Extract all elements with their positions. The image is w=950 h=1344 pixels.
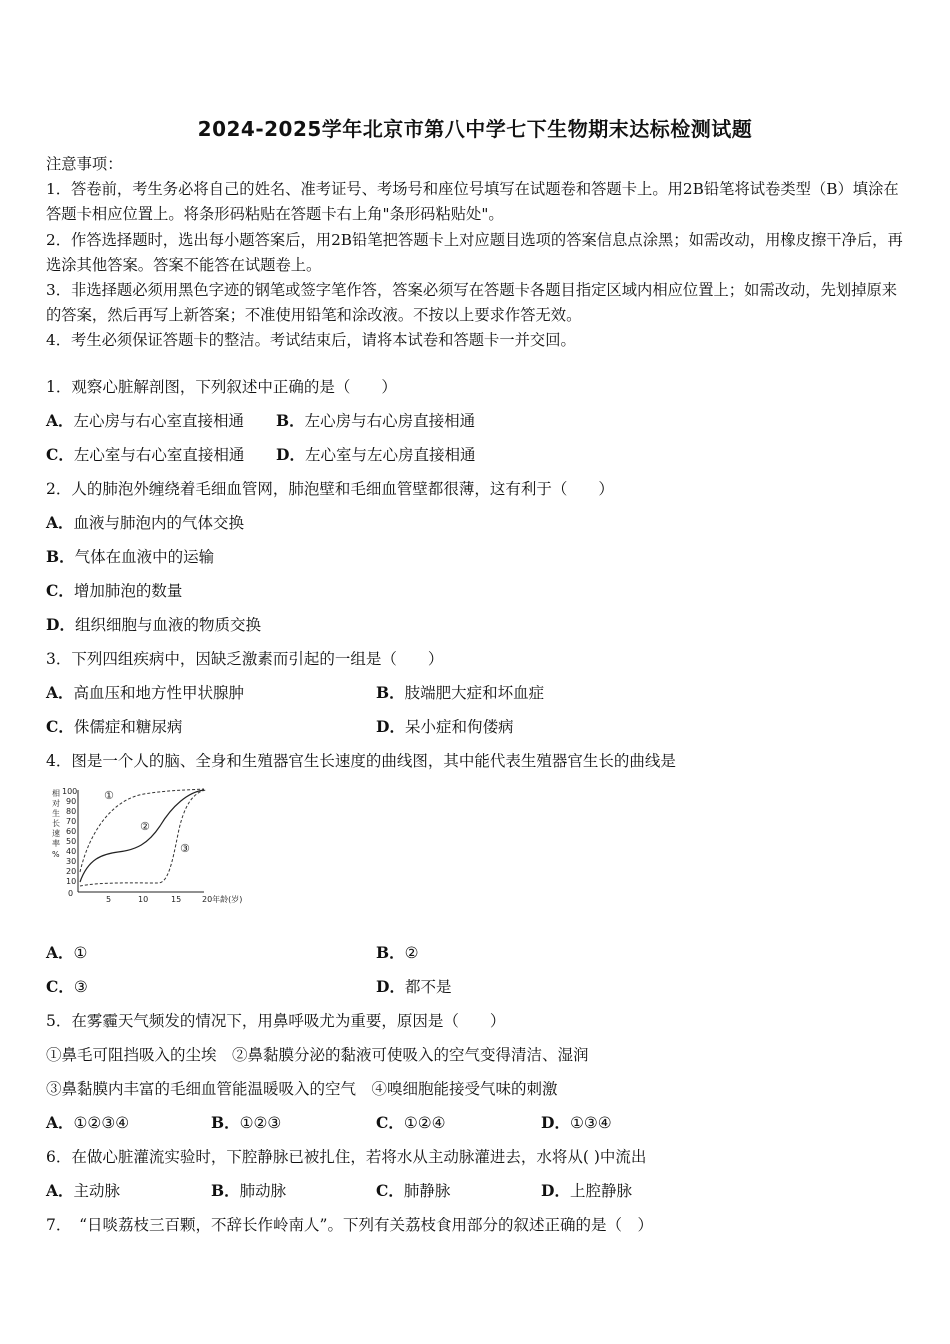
option-label: C．: [376, 1181, 404, 1200]
option-label: A．: [46, 1113, 74, 1132]
option-text: 高血压和地方性甲状腺肿: [73, 684, 245, 702]
option-label: C．: [46, 717, 74, 736]
option-text: 都不是: [404, 978, 452, 996]
option-label: D．: [376, 977, 405, 996]
curve-2-label: ②: [140, 820, 150, 833]
question-6-stem: 6．在做心脏灌流实验时，下腔静脉已被扎住，若将水从主动脉灌进去，水将从( )中流出: [46, 1148, 647, 1166]
question-3-stem: 3．下列四组疾病中，因缺乏激素而引起的一组是（ ）: [46, 650, 444, 668]
question-5-option-c[interactable]: [376, 1111, 446, 1133]
question-3-option-a[interactable]: [46, 681, 244, 703]
question-2-option-c[interactable]: [46, 579, 182, 601]
y-axis-label-char: 率: [52, 839, 60, 848]
option-text: 血液与肺泡内的气体交换: [73, 514, 245, 532]
notice-item-4: 4．考生必须保证答题卡的整洁。考试结束后，请将本试卷和答题卡一并交回。: [46, 331, 576, 350]
question-4-option-a[interactable]: [46, 941, 87, 963]
y-tick-label: 30: [66, 857, 77, 866]
option-text: ①②③: [239, 1114, 282, 1132]
option-label: A．: [46, 943, 74, 962]
option-label: A．: [46, 683, 74, 702]
question-6-option-b[interactable]: [211, 1179, 286, 1201]
y-tick-label: 50: [66, 837, 77, 846]
notice-section: [46, 152, 908, 354]
y-axis-label-char: 相: [52, 789, 60, 798]
option-label: B．: [211, 1181, 240, 1200]
question-6-option-c[interactable]: [376, 1179, 450, 1201]
y-axis-label-char: 速: [52, 829, 60, 838]
option-text: 组织细胞与血液的物质交换: [74, 616, 261, 634]
question-4-option-c[interactable]: [46, 975, 88, 997]
question-5-option-a[interactable]: [46, 1111, 129, 1133]
notice-heading: 注意事项：: [46, 155, 123, 173]
growth-curve-graph: [44, 784, 264, 909]
option-text: 肺静脉: [403, 1182, 451, 1200]
question-2-option-d[interactable]: [46, 613, 261, 635]
question-3-option-d[interactable]: [376, 715, 513, 737]
curve-1-label: ①: [104, 789, 114, 802]
question-6-option-a[interactable]: [46, 1179, 120, 1201]
option-label: C．: [376, 1113, 404, 1132]
x-tick-label: 15: [171, 895, 182, 904]
option-text: ①: [73, 944, 88, 962]
option-text: ①②④: [403, 1114, 446, 1132]
x-tick-label: 10: [138, 895, 149, 904]
option-label: B．: [376, 683, 405, 702]
option-text: 呆小症和佝偻病: [404, 718, 514, 736]
y-tick-label: 80: [66, 807, 77, 816]
question-3-option-b[interactable]: [376, 681, 544, 703]
option-text: 上腔静脉: [569, 1182, 632, 1200]
y-tick-label: 40: [66, 847, 77, 856]
option-text: ②: [404, 944, 419, 962]
question-5-statements-2: ③鼻黏膜内丰富的毛细血管能温暖吸入的空气 ④嗅细胞能接受气味的刺激: [46, 1080, 558, 1098]
option-text: ①③④: [569, 1114, 612, 1132]
option-label: D．: [46, 615, 75, 634]
option-text: 气体在血液中的运输: [74, 548, 215, 566]
y-axis-label-char: %: [52, 850, 60, 859]
option-label: B．: [211, 1113, 240, 1132]
option-text: 侏儒症和糖尿病: [73, 718, 183, 736]
y-axis-label-char: 长: [52, 819, 60, 828]
page-title: 2024-2025学年北京市第八中学七下生物期末达标检测试题: [197, 117, 753, 141]
curve-3-label: ③: [180, 842, 190, 855]
question-1-option-b[interactable]: [276, 409, 475, 431]
question-6-option-d[interactable]: [541, 1179, 632, 1201]
question-3-option-c[interactable]: [46, 715, 182, 737]
curve-2: [80, 790, 204, 882]
question-2-stem: 2．人的肺泡外缠绕着毛细血管网，肺泡壁和毛细血管壁都很薄，这有利于（ ）: [46, 480, 614, 498]
option-label: D．: [541, 1181, 570, 1200]
question-5-stem: 5．在雾霾天气频发的情况下，用鼻呼吸尤为重要，原因是（ ）: [46, 1012, 506, 1030]
option-text: ①②③④: [73, 1114, 130, 1132]
option-text: 肢端肥大症和坏血症: [404, 684, 545, 702]
question-2-option-b[interactable]: [46, 545, 214, 567]
question-5-option-d[interactable]: [541, 1111, 612, 1133]
option-label: B．: [276, 411, 305, 430]
option-label: C．: [46, 581, 74, 600]
question-4-option-b[interactable]: [376, 941, 419, 963]
option-label: D．: [541, 1113, 570, 1132]
option-label: D．: [276, 445, 305, 464]
notice-item-2: 2．作答选择题时，选出每小题答案后，用2B铅笔把答题卡上对应题目选项的答案信息点涂黑；如需改动，用橡皮擦干净后，再选涂其他答案。答案不能答在试题卷上。: [46, 230, 903, 274]
x-tick-label: 5: [106, 895, 112, 904]
question-1-option-d[interactable]: [276, 443, 475, 465]
option-text: 左心室与右心室直接相通: [73, 446, 245, 464]
question-7-stem: 7． “日啖荔枝三百颗，不辞长作岭南人”。下列有关荔枝食用部分的叙述正确的是（ ）: [46, 1216, 653, 1234]
option-text: 增加肺泡的数量: [73, 582, 183, 600]
y-tick-label: 90: [66, 797, 77, 806]
y-tick-label: 100: [62, 787, 78, 796]
option-label: B．: [46, 547, 75, 566]
y-axis-label-char: 对: [52, 799, 60, 808]
question-4-option-d[interactable]: [376, 975, 451, 997]
option-text: 主动脉: [73, 1182, 121, 1200]
question-2-option-a[interactable]: [46, 511, 244, 533]
y-tick-label: 60: [66, 827, 77, 836]
option-text: ③: [73, 978, 88, 996]
notice-item-3: 3．非选择题必须用黑色字迹的钢笔或签字笔作答，答案必须写在答题卡各题目指定区域内相应位置上；如需改动，先划掉原来的答案，然后再写上新答案；不准使用铅笔和涂改液。不按以上要求作答无效。: [46, 281, 898, 325]
y-axis-label-char: 生: [52, 809, 60, 818]
curve-3: [80, 790, 206, 886]
option-text: 肺动脉: [239, 1182, 287, 1200]
option-text: 左心室与左心房直接相通: [304, 446, 476, 464]
option-label: B．: [376, 943, 405, 962]
option-label: D．: [376, 717, 405, 736]
x-axis-label: 20年龄(岁): [202, 895, 243, 904]
y-tick-label: 70: [66, 817, 77, 826]
option-label: A．: [46, 411, 74, 430]
question-1-option-c[interactable]: [46, 443, 244, 465]
option-label: C．: [46, 445, 74, 464]
y-tick-label: 20: [66, 867, 77, 876]
question-1-stem: 1．观察心脏解剖图，下列叙述中正确的是（ ）: [46, 378, 397, 396]
option-text: 左心房与右心室直接相通: [73, 412, 245, 430]
y-tick-label: 10: [66, 877, 77, 886]
question-1-option-a[interactable]: [46, 409, 244, 431]
question-5-option-b[interactable]: [211, 1111, 281, 1133]
question-5-statements-1: ①鼻毛可阻挡吸入的尘埃 ②鼻黏膜分泌的黏液可使吸入的空气变得清洁、湿润: [46, 1046, 589, 1064]
option-label: C．: [46, 977, 74, 996]
question-4-stem: 4．图是一个人的脑、全身和生殖器官生长速度的曲线图，其中能代表生殖器官生长的曲线是: [46, 752, 676, 770]
option-label: A．: [46, 1181, 74, 1200]
origin-label: 0: [68, 889, 74, 898]
notice-item-1: 1．答卷前，考生务必将自己的姓名、准考证号、考场号和座位号填写在试题卷和答题卡上。用2B铅笔将试卷类型（B）填涂在答题卡相应位置上。将条形码粘贴在答题卡右上角"条形码粘贴处"。: [46, 180, 899, 224]
option-text: 左心房与右心房直接相通: [304, 412, 476, 430]
option-label: A．: [46, 513, 74, 532]
